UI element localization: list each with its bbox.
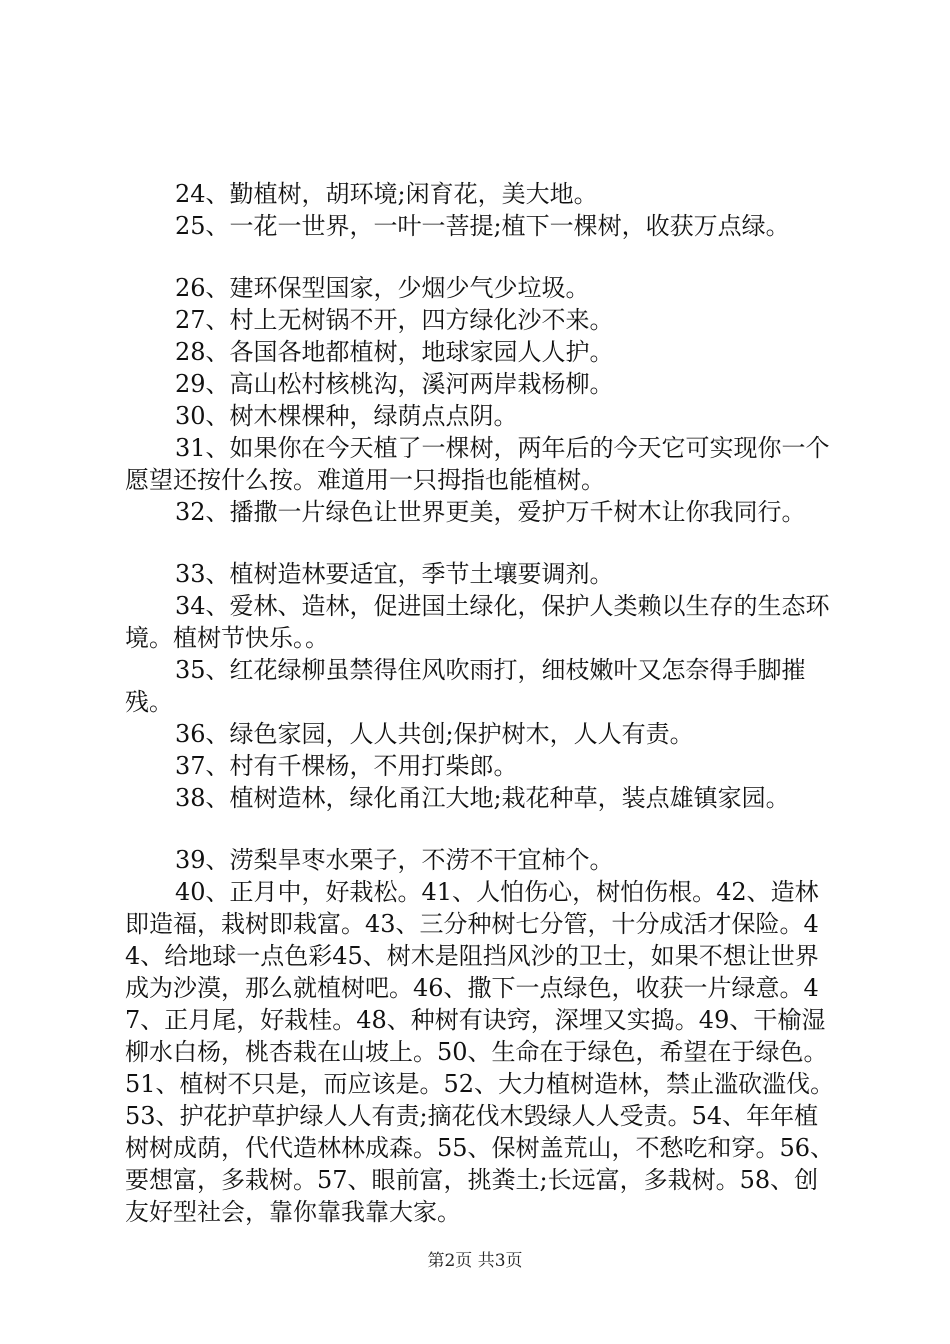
paragraph: 24、勤植树，胡环境;闲育花，美大地。 bbox=[175, 180, 598, 208]
paragraph: 26、建环保型国家，少烟少气少垃圾。 bbox=[175, 274, 590, 302]
paragraph: 37、村有千棵杨，不用打柴郎。 bbox=[175, 752, 518, 780]
paragraph-spacer bbox=[125, 528, 837, 558]
paragraph: 39、涝梨旱枣水栗子，不涝不干宜柿个。 bbox=[175, 846, 614, 874]
paragraph: 29、高山松村核桃沟，溪河两岸栽杨柳。 bbox=[175, 370, 614, 398]
paragraph: 30、树木棵棵种，绿荫点点阴。 bbox=[175, 402, 518, 430]
paragraph: 32、播撒一片绿色让世界更美，爱护万千树木让你我同行。 bbox=[175, 498, 806, 526]
paragraph: 35、红花绿柳虽禁得住风吹雨打，细枝嫩叶又怎奈得手脚摧残。 bbox=[125, 656, 806, 716]
paragraph: 34、爱林、造林，促进国土绿化，保护人类赖以生存的生态环境。植树节快乐。。 bbox=[125, 592, 830, 652]
page-footer: 第2页 共3页 bbox=[427, 1251, 523, 1271]
paragraph-spacer bbox=[125, 242, 837, 272]
paragraph: 27、村上无树锅不开，四方绿化沙不来。 bbox=[175, 306, 614, 334]
document-body bbox=[125, 178, 837, 1228]
paragraph: 31、如果你在今天植了一棵树，两年后的今天它可实现你一个愿望还按什么按。难道用一只拇指也能植树。 bbox=[125, 434, 830, 494]
paragraph: 38、植树造林，绿化甬江大地;栽花种草，装点雄镇家园。 bbox=[175, 784, 790, 812]
paragraph: 33、植树造林要适宜，季节土壤要调剂。 bbox=[175, 560, 614, 588]
paragraph-spacer bbox=[125, 814, 837, 844]
paragraph: 36、绿色家园，人人共创;保护树木，人人有责。 bbox=[175, 720, 694, 748]
paragraph: 25、一花一世界，一叶一菩提;植下一棵树，收获万点绿。 bbox=[175, 212, 790, 240]
paragraph: 28、各国各地都植树，地球家园人人护。 bbox=[175, 338, 614, 366]
paragraph: 40、正月中，好栽松。41、人怕伤心，树怕伤根。42、造林即造福，栽树即栽富。43、三分种树七分管，十分成活才保险。44、给地球一点色彩45、树木是阻挡风沙的卫士，如果不想让世界成为沙漠，那么就植树吧。46、撒下一点绿色，收获一片绿意。47、正月尾，好栽桂。48、种树有诀窍，深埋又实捣。49、干榆湿柳水白杨，桃杏栽在山坡上。50、生命在于绿色，希望在于绿色。51、植树不只是，而应该是。52、大力植树造林，禁止滥砍滥伐。53、护花护草护绿人人有责;摘花伐木毁绿人人受责。54、年年植树树成荫，代代造林林成森。55、保树盖荒山，不愁吃和穿。56、要想富，多栽树。57、眼前富，挑粪土;长远富，多栽树。58、创友好型社会，靠你靠我靠大家。 bbox=[125, 878, 835, 1226]
